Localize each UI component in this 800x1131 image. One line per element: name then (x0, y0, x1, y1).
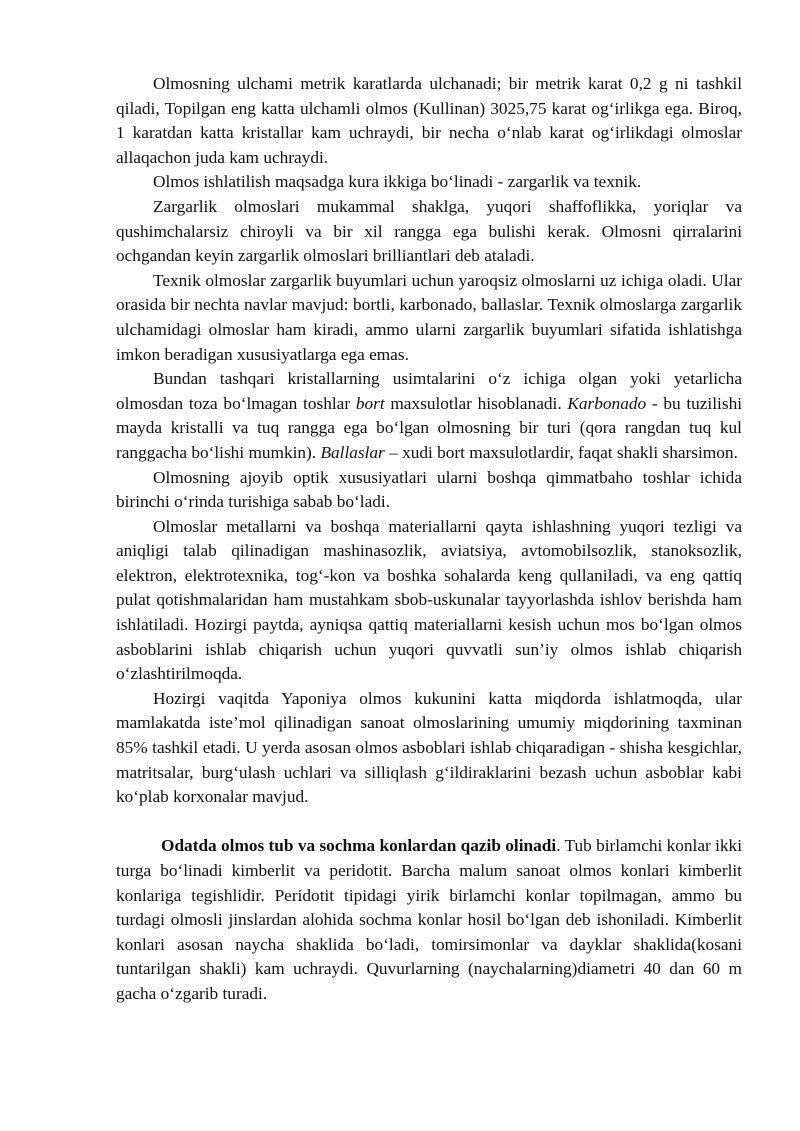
term-ballaslar: Ballaslar (320, 442, 385, 462)
text-span: - bu tuzilishi mayda kristalli va tuq rangga ega bo‘lgan olmosning bir turi (qora rangdan tuq kul ranggacha bo‘lishi mumkin). (116, 393, 743, 462)
text-span: – xudi bort maxsulotlardir, faqat shakli sharsimon. (384, 442, 738, 462)
text-span: maxsulotlar hisoblanadi. (384, 393, 568, 413)
term-bort: bort (355, 393, 385, 413)
paragraph-bort-karbonado-ballas (116, 367, 742, 465)
paragraph-optical-properties: Olmosning ajoyib optik xususiyatlari ularni boshqa qimmatbaho toshlar ichida birinchi o‘rinda turishiga sabab bo‘ladi. (116, 467, 742, 512)
paragraph-spacer (116, 810, 742, 835)
paragraph-usage-types: Olmos ishlatilish maqsadga kura ikkiga bo‘linadi - zargarlik va texnik. (153, 172, 642, 192)
paragraph-industrial-uses: Olmoslar metallarni va boshqa materiallarni qayta ishlashning yuqori tezligi va aniqligi talab qilinadigan mashinasozlik, aviatsiya, avtomobilsozlik, stanoksozlik, elektron, elektrotexnika, tog‘-kon va boshka sohalarda keng qullaniladi, va eng qattiq pulat qotishmalaridan ham mustahkam sbob-uskunalar tayyorlashda ishlov berishda ham ishlatiladi. Hozirgi paytda, ayniqsa qattiq materiallarni kesish uchun mos bo‘lgan olmos asboblarini ishlab chiqarish uchun yuqori quvvatli sun’iy olmos ishlab chiqarish o‘zlashtirilmoqda. (116, 516, 742, 684)
deposits-heading: Odatda olmos tub va sochma konlardan qazib olinadi (161, 836, 557, 856)
paragraph-jewelry-diamonds: Zargarlik olmoslari mukammal shaklga, yuqori shaffoflikka, yoriqlar va qushimchalarsiz chiroyli va bir xil rangga ega bulishi kerak. Olmosni qirralarini ochgandan keyin zargarlik olmoslari brilliantlari deb ataladi. (116, 196, 742, 266)
paragraph-carat-size: Olmosning ulchami metrik karatlarda ulchanadi; bir metrik karat 0,2 g ni tashkil qiladi, Topilgan eng katta ulchamli olmos (Kullinan) 3025,75 karat og‘irlikga ega. Biroq, 1 karatdan katta kristallar kam uchraydi, bir necha o‘nlab karat og‘irlikdagi olmoslar allaqachon juda kam uchraydi. (116, 74, 742, 167)
term-karbonado: Karbonado (567, 393, 647, 413)
text-span: Bundan tashqari kristallarning usimtalarini o‘z ichiga olgan yoki yetarlicha olmosdan toza bo‘lmagan toshlar (116, 369, 742, 413)
document-page (116, 72, 742, 1007)
text-span: . Tub birlamchi konlar ikki turga bo‘linadi kimberlit va peridotit. Barcha malum sanoat olmos konlari kimberlit konlariga tegishlidir. Peridotit tipidagi yirik birlamchi konlar topilmagan, ammo bu turdagi olmosli jinslardan alohida sochma konlar hosil bo‘lgan deb ishoniladi. Kimberlit konlari asosan naycha shaklida bo‘ladi, tomirsimonlar va dayklar shaklida(kosani tuntarilgan shakli) kam uchraydi. Quvurlarning (naychalarning)diametri 40 dan 60 m gacha o‘zgarib turadi. (116, 836, 742, 1003)
paragraph-japan-usage: Hozirgi vaqitda Yaponiya olmos kukunini katta miqdorda ishlatmoqda, ular mamlakatda iste’mol qilinadigan sanoat olmoslarining umumiy miqdorining taxminan 85% tashkil etadi. U yerda asosan olmos asboblari ishlab chiqaradigan - shisha kesgichlar, matritsalar, burg‘ulash uchlari va silliqlash g‘ildiraklarini bezash uchun asboblar kabi ko‘plab korxonalar mavjud. (116, 688, 742, 807)
paragraph-technical-diamonds: Texnik olmoslar zargarlik buyumlari uchun yaroqsiz olmoslarni uz ichiga oladi. Ular orasida bir nechta navlar mavjud: bortli, karbonado, ballaslar. Texnik olmoslarga zargarlik ulchamidagi olmoslar ham kiradi, ammo ularni zargarlik buyumlari sifatida ishlatishga imkon beradigan xususiyatlarga ega emas. (116, 270, 742, 364)
paragraph-deposits (116, 834, 742, 1006)
